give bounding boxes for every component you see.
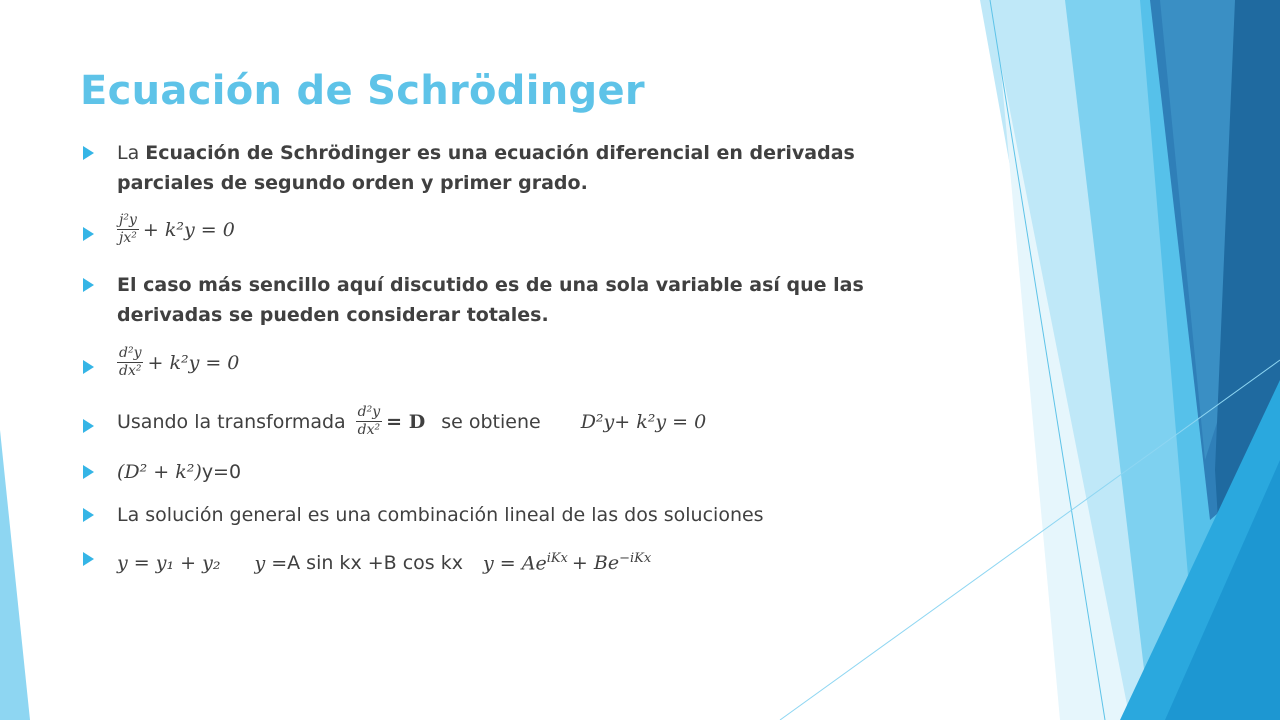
page-title: Ecuación de Schrödinger [80,68,645,114]
equation-rest: + k²y = 0 [142,218,235,241]
bullet-arrow-icon [83,227,94,241]
fraction-denominator: jx² [119,230,137,246]
transform-pre: Usando la transformada [117,410,346,433]
solution-exp-a-sup: iKx [546,551,568,566]
fraction-transform [356,404,382,439]
transform-eq: = D [386,410,426,433]
fraction-numerator: j²y [119,212,137,228]
bullet1-line2: parciales de segundo orden y primer grado. [117,172,588,194]
transform-mid: se obtiene [441,410,541,433]
left-edge-shape [0,430,30,720]
transform-result: D²y+ k²y = 0 [580,410,707,433]
bullet1-bold: Ecuación de Schrödinger es una ecuación diferencial en derivadas [145,142,855,164]
fraction-total [117,345,143,380]
operator-text: y=0 [201,461,242,483]
solution-trig: A sin kx +B cos kx [287,552,463,575]
bullet3-line2: derivadas se pueden considerar totales. [117,304,549,326]
solution-y-equals: y = [254,552,288,575]
fraction-numerator: d²y [357,404,381,420]
solution-exp-a: y = Ae [482,552,547,575]
bullet-arrow-icon [83,508,94,522]
fraction-numerator: d²y [119,345,142,361]
general-solution-text: La solución general es una combinación lineal de las dos soluciones [117,504,764,526]
bullet-arrow-icon [83,419,94,433]
bullet1-pre: La [117,142,146,164]
operator-math: (D² + k²) [117,461,202,483]
bullet-arrow-icon [83,146,94,160]
solution-exp-b-sup: −iKx [619,551,652,566]
fraction-partial [117,212,139,247]
bullet3-line1: El caso más sencillo aquí discutido es de una sola variable así que las [117,274,864,296]
solution-sum: y = y₁ + y₂ [117,552,221,575]
equation-rest: + k²y = 0 [147,351,240,374]
solution-exp-b: + Be [571,552,620,575]
bullet-arrow-icon [83,278,94,292]
fraction-denominator: dx² [357,422,381,438]
bullet-arrow-icon [83,360,94,374]
fraction-denominator: dx² [119,363,142,379]
bullet-arrow-icon [83,465,94,479]
bullet-arrow-icon [83,552,94,566]
